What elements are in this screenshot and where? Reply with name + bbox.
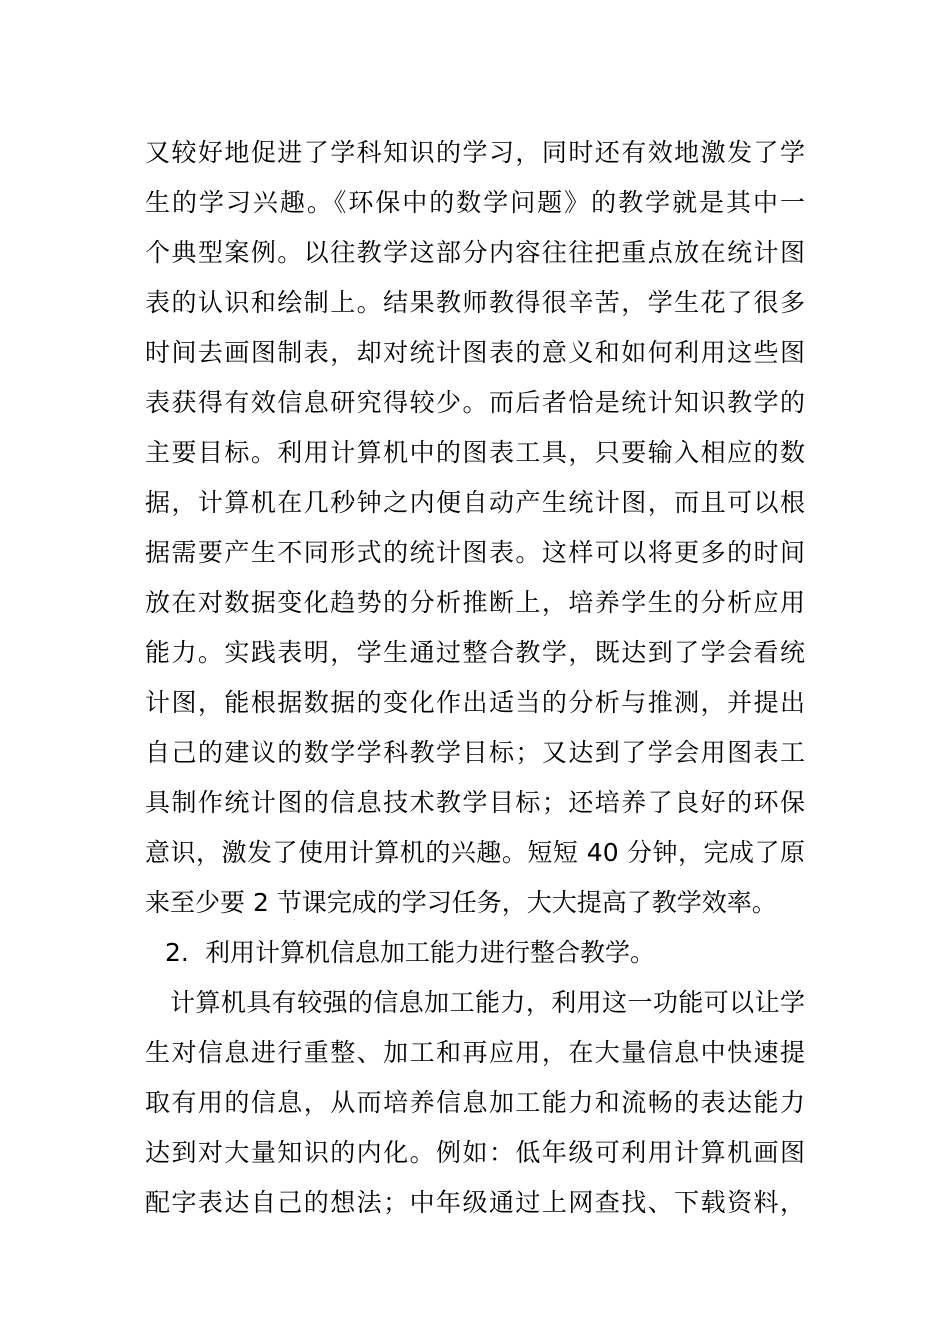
section-heading-text: 利用计算机信息加工能力进行整合教学。	[205, 938, 656, 967]
paragraph-line: 表的认识和绘制上。结果教师教得很辛苦，学生花了很多	[145, 288, 805, 317]
paragraph-line: 计算机具有较强的信息加工能力，利用这一功能可以让学	[170, 988, 805, 1017]
paragraph-line: 表获得有效信息研究得较少。而后者恰是统计知识教学的	[145, 388, 805, 417]
paragraph-line: 个典型案例。以往教学这部分内容往往把重点放在统计图	[145, 238, 805, 267]
paragraph-line: 配字表达自己的想法；中年级通过上网查找、下载资料，	[145, 1188, 805, 1217]
paragraph-line: 又较好地促进了学科知识的学习，同时还有效地激发了学	[145, 138, 805, 167]
section-heading	[165, 936, 655, 970]
paragraph-line: 时间去画图制表，却对统计图表的意义和如何利用这些图	[145, 338, 805, 367]
paragraph-line: 据需要产生不同形式的统计图表。这样可以将更多的时间	[145, 538, 805, 567]
paragraph-line: 自己的建议的数学学科教学目标；又达到了学会用图表工	[145, 738, 805, 767]
paragraph-line: 生对信息进行重整、加工和再应用，在大量信息中快速提	[145, 1038, 805, 1067]
paragraph-line: 主要目标。利用计算机中的图表工具，只要输入相应的数	[145, 438, 805, 467]
paragraph-line: 据，计算机在几秒钟之内便自动产生统计图，而且可以根	[145, 488, 805, 517]
paragraph-line: 取有用的信息，从而培养信息加工能力和流畅的表达能力	[145, 1088, 805, 1117]
paragraph-line: 计图，能根据数据的变化作出适当的分析与推测，并提出	[145, 688, 805, 717]
paragraph-line: 来至少要 2 节课完成的学习任务，大大提高了教学效率。	[145, 888, 777, 917]
paragraph-line: 达到对大量知识的内化。例如：低年级可利用计算机画图	[145, 1138, 805, 1167]
paragraph-line: 意识，激发了使用计算机的兴趣。短短 40 分钟，完成了原	[145, 838, 805, 867]
paragraph-line: 能力。实践表明，学生通过整合教学，既达到了学会看统	[145, 638, 805, 667]
paragraph-line: 生的学习兴趣。《环保中的数学问题》的教学就是其中一	[145, 188, 805, 217]
paragraph-line: 具制作统计图的信息技术教学目标；还培养了良好的环保	[145, 788, 805, 817]
section-number: 2.	[165, 938, 189, 967]
paragraph-line: 放在对数据变化趋势的分析推断上，培养学生的分析应用	[145, 588, 805, 617]
